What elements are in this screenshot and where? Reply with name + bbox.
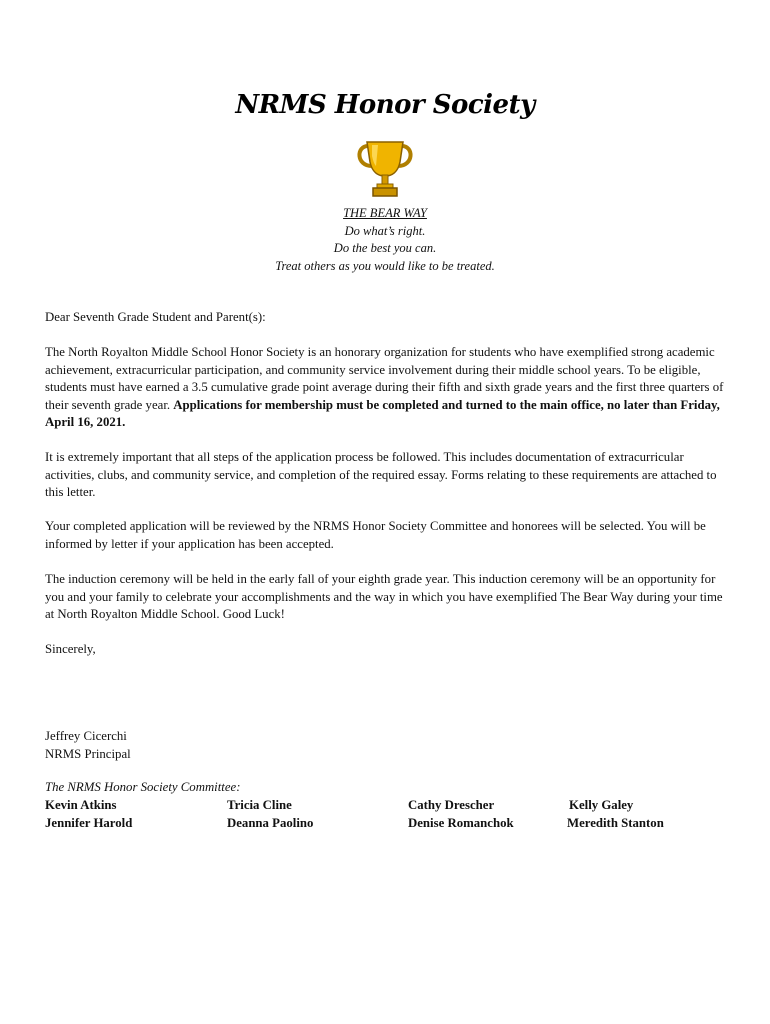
paragraph-review: Your completed application will be reviewed by the NRMS Honor Society Committee and honorees will be selected. You will be informed by letter if your application has been accepted.	[45, 519, 706, 551]
closing: Sincerely,	[45, 642, 96, 656]
committee-member: Tricia Cline	[227, 798, 292, 812]
paragraph-text: The North Royalton Middle School Honor Society is an honorary organization for students who have exemplified strong academic achievement, extracurricular participation, and community service involvement during their middle school years. To be eligible, students must have earned a 3.5 cumulative grade point average during their fifth and sixth grade years and the first three quarters of their seventh grade year.	[45, 345, 724, 412]
motto-block	[0, 205, 770, 275]
committee-member: Kelly Galey	[569, 798, 634, 812]
motto-heading: THE BEAR WAY	[343, 206, 427, 220]
committee-member: Kevin Atkins	[45, 798, 117, 812]
committee-member: Cathy Drescher	[408, 798, 495, 812]
committee-member: Deanna Paolino	[227, 816, 314, 830]
page-title: NRMS Honor Society	[235, 90, 535, 120]
paragraph-process: It is extremely important that all steps of the application process be followed. This includes documentation of extracurricular activities, clubs, and community service, and completion of the required essay. Forms relating to these requirements are attached to this letter.	[45, 450, 717, 499]
motto-line: Treat others as you would like to be treated.	[275, 258, 495, 273]
signer-name: Jeffrey Cicerchi	[45, 729, 127, 743]
committee-title: The NRMS Honor Society Committee:	[45, 780, 241, 794]
committee-member: Denise Romanchok	[408, 816, 514, 830]
paragraph-eligibility	[45, 344, 725, 432]
committee-member: Meredith Stanton	[567, 816, 664, 830]
paragraph-induction: The induction ceremony will be held in the early fall of your eighth grade year. This induction ceremony will be an opportunity for you and your family to celebrate your accomplishments and the way in which you have exemplified The Bear Way during your time at North Royalton Middle School. Good Luck!	[45, 572, 723, 621]
deadline-notice: Applications for membership must be completed and turned to the main office, no later than Friday, April 16, 2021.	[45, 397, 720, 429]
motto-line: Do the best you can.	[333, 241, 437, 255]
salutation: Dear Seventh Grade Student and Parent(s):	[45, 310, 266, 324]
trophy-icon	[354, 136, 416, 200]
committee-member: Jennifer Harold	[45, 816, 133, 830]
signer-title: NRMS Principal	[45, 747, 131, 761]
motto-line: Do what’s right.	[344, 223, 426, 238]
